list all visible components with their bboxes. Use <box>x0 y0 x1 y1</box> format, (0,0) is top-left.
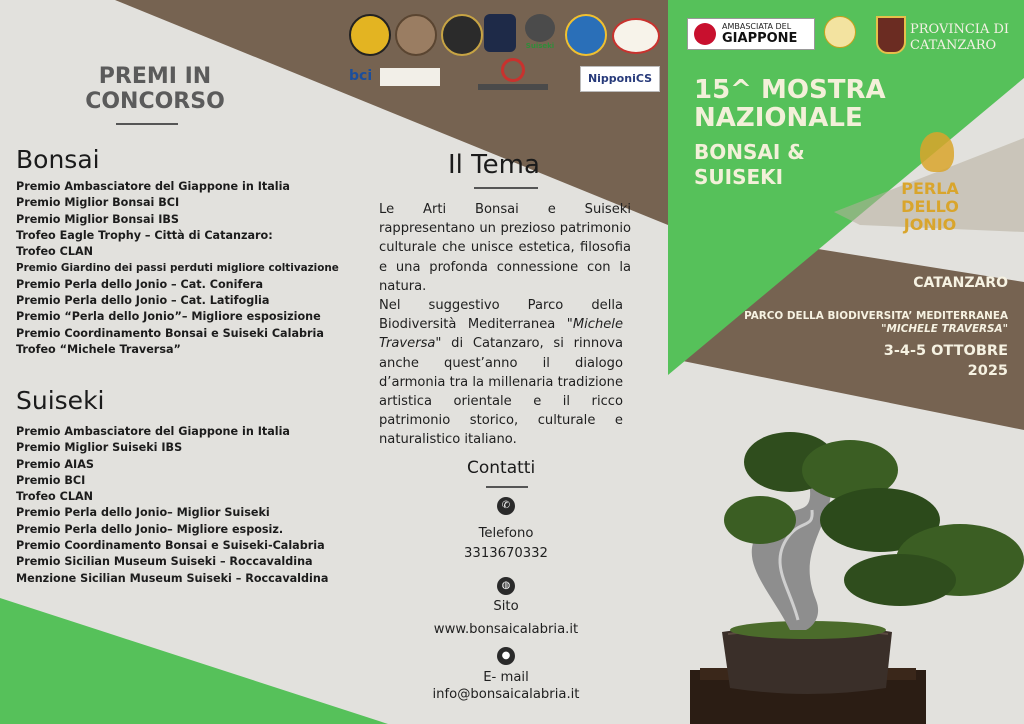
suiseki-logo-text: Suiseki <box>525 42 555 50</box>
nipponics-logo: NipponiCS <box>580 66 660 92</box>
event-venue: PARCO DELLA BIODIVERSITA’ MEDITERRANEA <box>744 310 1008 322</box>
tema-heading: Il Tema <box>448 150 540 180</box>
provincia-crest-icon <box>876 16 906 54</box>
phone-icon: ✆ <box>497 497 515 515</box>
suiseki-prize: Premio Perla dello Jonio– Migliore esposiz. <box>16 522 284 536</box>
bonsai-prize: Trofeo Eagle Trophy – Città di Catanzaro: <box>16 228 273 242</box>
location-pin-icon: ● <box>497 647 515 665</box>
premi-heading <box>70 64 240 114</box>
eagle-trophy-logo <box>484 14 516 52</box>
sito-label: Sito <box>493 599 519 614</box>
event-dates: 3-4-5 OTTOBRE <box>883 343 1008 359</box>
suiseki-prize: Premio Perla dello Jonio– Miglior Suiseki <box>16 506 270 520</box>
globe-icon: ◍ <box>497 577 515 595</box>
bonsai-prize: Premio Perla dello Jonio – Cat. Conifera <box>16 277 263 291</box>
ambasciata-giappone-logo <box>687 18 815 50</box>
suiseki-prize: Menzione Sicilian Museum Suiseki – Roccavaldina <box>16 571 329 585</box>
regione-calabria-logo <box>824 16 856 48</box>
bonsai-prize-list <box>16 179 339 358</box>
csv-logo <box>478 58 548 88</box>
perla-line1: PERLA DELLO <box>901 179 959 216</box>
event-title-line1: 15^ MOSTRA <box>694 75 886 105</box>
bonsai-prize: Premio Perla dello Jonio – Cat. Latifoglia <box>16 294 270 308</box>
ambasciata-line2: GIAPPONE <box>722 31 798 46</box>
clan-logo <box>349 14 391 56</box>
contatti-heading: Contatti <box>467 458 536 478</box>
event-title <box>694 76 886 132</box>
tema-paragraph-2-italic: Michele Traversa <box>379 317 623 352</box>
contatti-divider <box>486 486 528 488</box>
bonsai-prize: Premio “Perla dello Jonio”– Migliore esposizione <box>16 310 321 324</box>
bci-logo-tagline <box>380 68 440 86</box>
association-logo-7 <box>612 18 660 54</box>
event-title-line2: NAZIONALE <box>694 103 863 133</box>
telefono-value[interactable]: 3313670332 <box>464 546 548 561</box>
suiseki-prize: Premio AIAS <box>16 457 94 471</box>
premi-divider <box>116 123 178 125</box>
suiseki-prize: Premio Coordinamento Bonsai e Suiseki-Calabria <box>16 539 325 553</box>
association-logo-2 <box>395 14 437 56</box>
bonsai-tree-image <box>690 432 1024 724</box>
suiseki-prize: Trofeo CLAN <box>16 490 94 504</box>
premi-heading-line2: CONCORSO <box>85 89 225 114</box>
provincia-logo-text <box>910 22 1009 54</box>
provincia-line1: PROVINCIA DI <box>910 22 1010 37</box>
suiseki-prize: Premio Ambasciatore del Giappone in Italia <box>16 425 290 438</box>
premi-heading-line1: PREMI IN <box>98 64 212 89</box>
suiseki-logo <box>520 14 560 56</box>
suiseki-prize-list <box>16 424 328 587</box>
tema-paragraph-2 <box>379 296 623 450</box>
suiseki-prize: Premio BCI <box>16 473 86 487</box>
tema-paragraph-2-start: Nel suggestivo Parco della Biodiversità Mediterranea " <box>379 298 623 333</box>
event-city: CATANZARO <box>913 275 1008 291</box>
perla-dello-jonio-logo <box>876 180 984 234</box>
green-corner-bottom <box>0 598 388 724</box>
event-year: 2025 <box>967 363 1008 379</box>
bonsai-prize: Premio Miglior Bonsai IBS <box>16 212 179 226</box>
bonsai-prize: Trofeo CLAN <box>16 245 94 259</box>
suiseki-heading: Suiseki <box>16 386 105 415</box>
bci-logo: bci <box>349 68 373 84</box>
telefono-label: Telefono <box>478 526 534 541</box>
japan-flag-icon <box>694 23 716 45</box>
bonsai-prize: Premio Miglior Bonsai BCI <box>16 196 180 210</box>
event-subtitle <box>694 140 805 190</box>
bonsai-prize: Premio Ambasciatore del Giappone in Italia <box>16 180 290 193</box>
bonsai-prize: Premio Coordinamento Bonsai e Suiseki Calabria <box>16 326 324 340</box>
bonsai-prize: Trofeo “Michele Traversa” <box>16 342 181 356</box>
perla-line2: JONIO <box>903 215 957 234</box>
suiseki-prize: Premio Miglior Suiseki IBS <box>16 441 183 455</box>
perla-bonsai-emblem-icon <box>920 132 954 172</box>
sito-value[interactable]: www.bonsaicalabria.it <box>433 622 579 637</box>
tema-paragraph-2-end: " di Catanzaro, si rinnova anche quest’anno il dialogo d’armonia tra la millenaria tradizione artistica orientale e il ricco patrimonio storico, culturale e naturalistico italiano. <box>379 336 623 448</box>
ambasciata-line1: AMBASCIATA DEL <box>722 22 792 31</box>
provincia-line2: CATANZARO <box>910 38 997 53</box>
bonsai-prize: Premio Giardino dei passi perduti migliore coltivazione <box>16 262 339 275</box>
tema-paragraph-1: Le Arti Bonsai e Suiseki rappresentano un prezioso patrimonio culturale che unisce estetica, filosofia e una profonda connessione con la natura. <box>379 202 631 294</box>
event-subtitle-line1: BONSAI & <box>694 140 805 164</box>
association-logo-6 <box>565 14 607 56</box>
email-label: E- mail <box>483 670 529 685</box>
event-subtitle-line2: SUISEKI <box>694 165 784 189</box>
event-venue-name: "MICHELE TRAVERSA" <box>881 323 1008 335</box>
suiseki-prize: Premio Sicilian Museum Suiseki – Roccavaldina <box>16 555 313 569</box>
bonsai-heading: Bonsai <box>16 145 100 174</box>
association-logo-3 <box>441 14 483 56</box>
tema-divider <box>474 187 538 189</box>
email-value[interactable]: info@bonsaicalabria.it <box>432 687 580 702</box>
